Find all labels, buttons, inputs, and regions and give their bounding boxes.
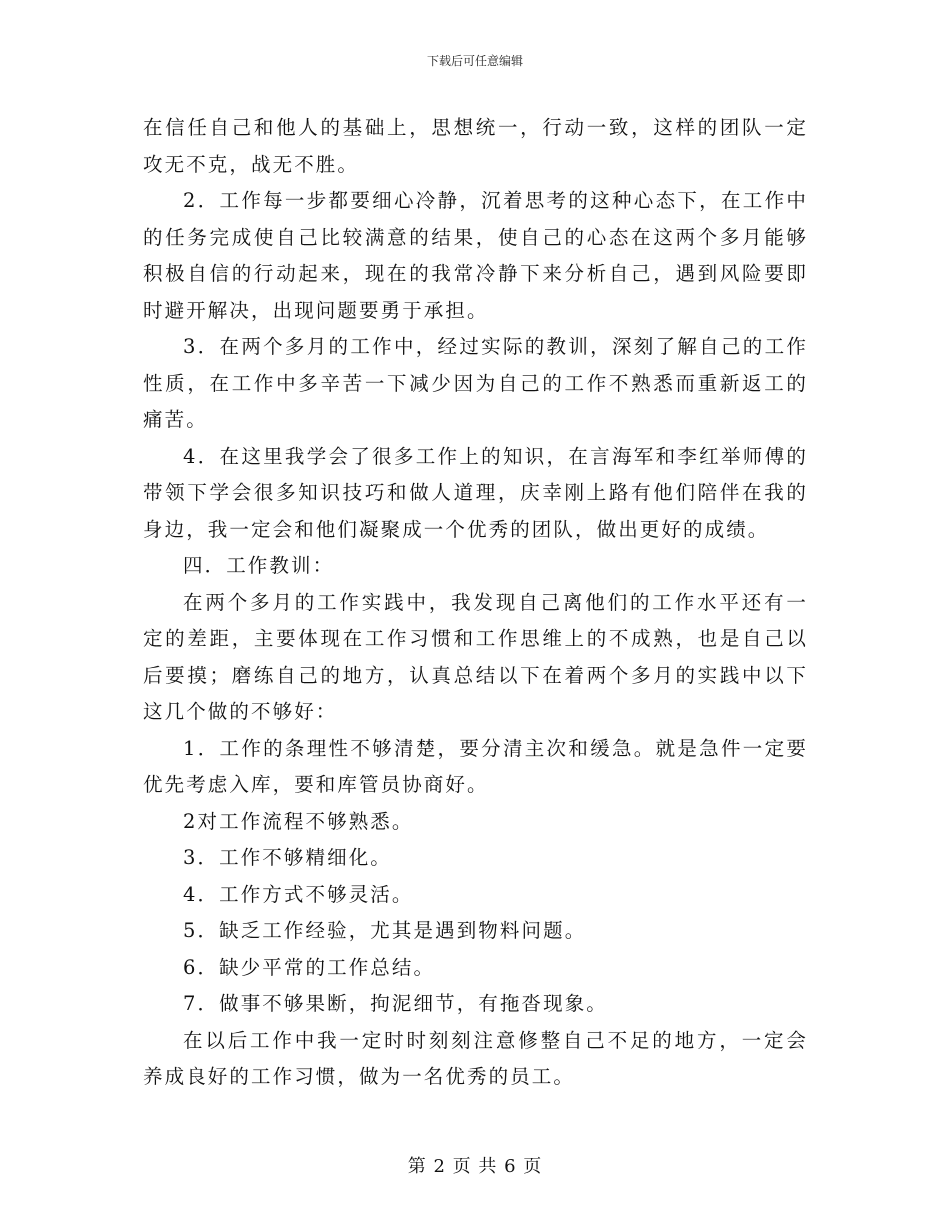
document-body xyxy=(143,110,808,1096)
page-header: 下载后可任意编辑 xyxy=(426,54,523,68)
list-item-2: 2对工作流程不够熟悉。 xyxy=(183,809,414,833)
list-item-4: 4．工作方式不够灵活。 xyxy=(183,882,414,906)
paragraph-2: 2．工作每一步都要细心冷静，沉着思考的这种心态下，在工作中的任务完成使自己比较满意的结果，使自己的心态在这两个多月能够积极自信的行动起来，现在的我常冷静下来分析自己，遇到风险要即时避开解决，出现问题要勇于承担。 xyxy=(143,189,808,322)
list-item-3: 3．工作不够精细化。 xyxy=(183,846,392,869)
paragraph-4: 4．在这里我学会了很多工作上的知识，在言海军和李红举师傅的带领下学会很多知识技巧和做人道理，庆幸刚上路有他们陪伴在我的身边，我一定会和他们凝聚成一个优秀的团队，做出更好的成绩。 xyxy=(143,444,808,541)
closing-paragraph: 在以后工作中我一定时时刻刻注意修整自己不足的地方，一定会养成良好的工作习惯，做为一名优秀的员工。 xyxy=(143,1028,808,1088)
page-number-footer: 第 2 页 共 6 页 xyxy=(407,1156,543,1177)
list-item-6: 6．缺少平常的工作总结。 xyxy=(183,955,436,979)
paragraph-1: 在信任自己和他人的基础上，思想统一，行动一致，这样的团队一定攻无不克，战无不胜。 xyxy=(143,116,808,176)
paragraph-6: 在两个多月的工作实践中，我发现自己离他们的工作水平还有一定的差距，主要体现在工作习惯和工作思维上的不成熟，也是自己以后要摸；磨练自己的地方，认真总结以下在着两个多月的实践中以下这几个做的不够好： xyxy=(143,590,808,723)
paragraph-3: 3．在两个多月的工作中，经过实际的教训，深刻了解自己的工作性质，在工作中多辛苦一下减少因为自己的工作不熟悉而重新返工的痛苦。 xyxy=(143,335,808,431)
list-item-7: 7．做事不够果断，拘泥细节，有拖沓现象。 xyxy=(183,992,608,1015)
section-heading-lessons: 四．工作教训： xyxy=(183,554,335,577)
list-item-1: 1．工作的条理性不够清楚，要分清主次和缓急。就是急件一定要优先考虑入库，要和库管员协商好。 xyxy=(143,736,808,796)
list-item-5: 5．缺乏工作经验，尤其是遇到物料问题。 xyxy=(183,919,587,942)
